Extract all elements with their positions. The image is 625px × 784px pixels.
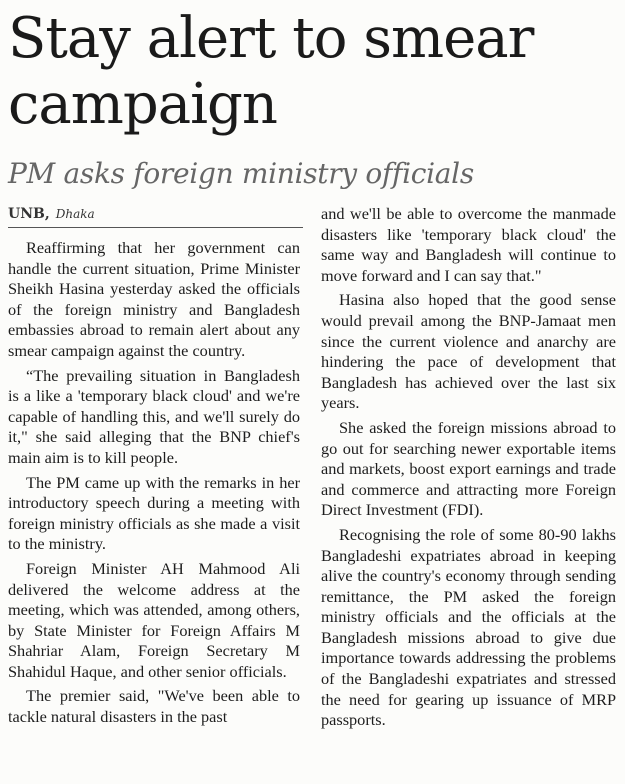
subheadline: PM asks foreign ministry officials <box>8 157 474 190</box>
paragraph: The PM came up with the remarks in her introductory speech during a meeting with foreign ministry officials as she made a visit to the ministry. <box>8 472 300 554</box>
paragraph: Foreign Minister AH Mahmood Ali delivered the welcome address at the meeting, which was attended, among others, by State Minister for Foreign Affairs M Shahriar Alam, Foreign Secretary M Shahidul Haque, and other senior officials. <box>8 558 300 681</box>
byline <box>8 205 303 228</box>
byline-agency: UNB, <box>8 206 50 222</box>
paragraph: Recognising the role of some 80-90 lakhs Bangladeshi expatriates abroad in keeping alive the country's economy through sending remittance, the PM asked the foreign ministry officials and the officials at the Bangladesh missions abroad to give due importance towards addressing the problems of the Bangladeshi expatriates and stressed the need for gearing up issuance of MRP passports. <box>321 524 616 730</box>
paragraph: Hasina also hoped that the good sense would prevail among the BNP-Jamaat men since the current violence and anarchy are hindering the pace of development that Bangladesh has achieved over the last six years. <box>321 290 616 413</box>
headline: Stay alert to smear campaign <box>8 6 534 137</box>
paragraph: Reaffirming that her government can handle the current situation, Prime Minister Sheikh Hasina yesterday asked the officials of the foreign ministry and Bangladesh embassies abroad to remain alert about any smear campaign against the country. <box>8 238 300 360</box>
paragraph: “The prevailing situation in Bangladesh is a like a 'temporary black cloud' and we're capable of handling this, and we'll surely do it," she said alleging that the BNP chief's main aim is to kill people. <box>8 365 300 467</box>
article-column-2 <box>321 204 616 735</box>
article-column-1 <box>8 238 300 732</box>
byline-location: Dhaka <box>55 207 95 221</box>
paragraph-continued: and we'll be able to overcome the manmade disasters like 'temporary black cloud' the same way and Bangladesh will continue to move forward and I can say that." <box>321 204 616 285</box>
paragraph: She asked the foreign missions abroad to go out for searching newer exportable items and markets, boost export earnings and trade and commerce and attracting more Foreign Direct Investment (FDI). <box>321 417 616 520</box>
paragraph: The premier said, "We've been able to tackle natural disasters in the past <box>8 686 300 727</box>
